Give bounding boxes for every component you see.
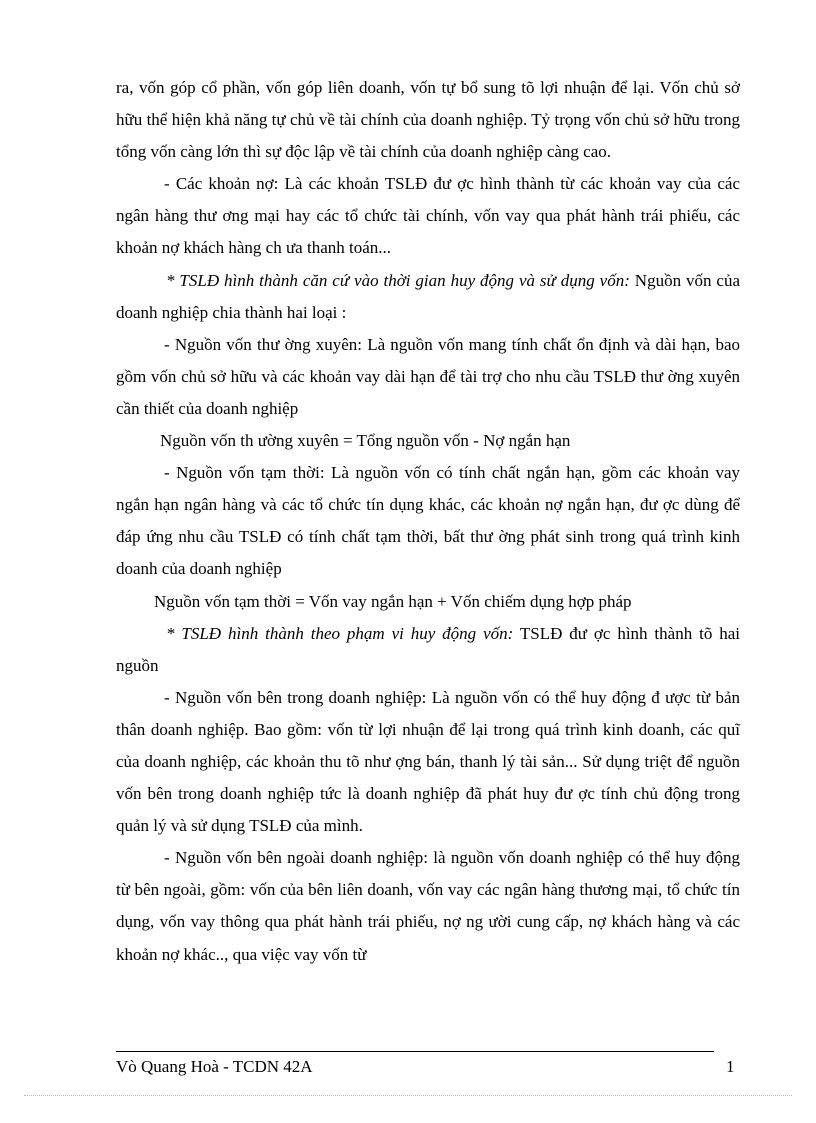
paragraph-1: ra, vốn góp cổ phần, vốn góp liên doanh, vốn tự bổ sung tõ lợi nhuận để lại. Vốn chủ sở hữu thể hiện khả năng tự chủ về tài chính của doanh nghiệp. Tỷ trọng vốn chủ sở hữu trong tổng vốn càng lớn thì sự độc lập về tài chính của doanh nghiệp càng cao. [116, 78, 740, 162]
footer-divider [116, 1051, 714, 1052]
page-bottom-dotted-line [24, 1095, 792, 1096]
formula-2: Nguồn vốn tạm thời = Vốn vay ngắn hạn + Vốn chiếm dụng hợp pháp [154, 591, 632, 611]
footer-author: Vò Quang Hoà - TCDN 42A [116, 1057, 313, 1076]
paragraph-3-text: Nguồn vốn của doanh nghiệp chia thành hai loại : [116, 270, 741, 322]
paragraph-5: - Nguồn vốn tạm thời: Là nguồn vốn có tính chất ngắn hạn, gồm các khoản vay ngắn hạn ngân hàng và các tổ chức tín dụng khác, các khoản nợ ngắn hạn, đư ợc dùng để đáp ứng nhu cầu TSLĐ có tính chất tạm thời, bất thư ờng phát sinh trong quá trình kinh doanh của doanh nghiệp [116, 463, 740, 579]
formula-1: Nguồn vốn th ường xuyên = Tổng nguồn vốn - Nợ ngắn hạn [160, 431, 571, 451]
paragraph-4: - Nguồn vốn thư ờng xuyên: Là nguồn vốn mang tính chất ổn định và dài hạn, bao gồm vốn chủ sở hữu và các khoản vay dài hạn để tài trợ cho nhu cầu TSLĐ thư ờng xuyên cần thiết của doanh nghiệp [116, 334, 740, 418]
page-number: 1 [726, 1057, 735, 1076]
paragraph-2: - Các khoản nợ: Là các khoản TSLĐ đư ợc hình thành từ các khoản vay của các ngân hàng thư ơng mại hay các tổ chức tài chính, vốn vay qua phát hành trái phiếu, các khoản nợ khách hàng ch ưa thanh toán... [116, 174, 740, 258]
paragraph-6 [116, 618, 740, 682]
body-text [116, 72, 740, 971]
paragraph-6-heading: * TSLĐ hình thành theo phạm vi huy động vốn: [166, 623, 514, 643]
paragraph-6-text: TSLĐ đư ợc hình thành tõ hai nguồn [116, 623, 740, 675]
paragraph-3-heading: * TSLĐ hình thành căn cứ vào thời gian huy động và sử dụng vốn: [166, 270, 630, 290]
paragraph-3 [116, 265, 740, 329]
paragraph-7: - Nguồn vốn bên trong doanh nghiệp: Là nguồn vốn có thể huy động đ ược từ bản thân doanh nghiệp. Bao gồm: vốn từ lợi nhuận để lại trong quá trình kinh doanh, các quĩ của doanh nghiệp, các khoản thu tõ như ợng bán, thanh lý tài sản... Sử dụng triệt để nguồn vốn bên trong doanh nghiệp tức là doanh nghiệp đã phát huy đư ợc tính chủ động trong quản lý và sử dụng TSLĐ của mình. [116, 687, 740, 836]
paragraph-8: - Nguồn vốn bên ngoài doanh nghiệp: là nguồn vốn doanh nghiệp có thể huy động từ bên ngoài, gồm: vốn của bên liên doanh, vốn vay các ngân hàng thương mại, tổ chức tín dụng, vốn vay thông qua phát hành trái phiếu, nợ ng ười cung cấp, nợ khách hàng và các khoản nợ khác.., qua việc vay vốn từ [116, 848, 740, 964]
